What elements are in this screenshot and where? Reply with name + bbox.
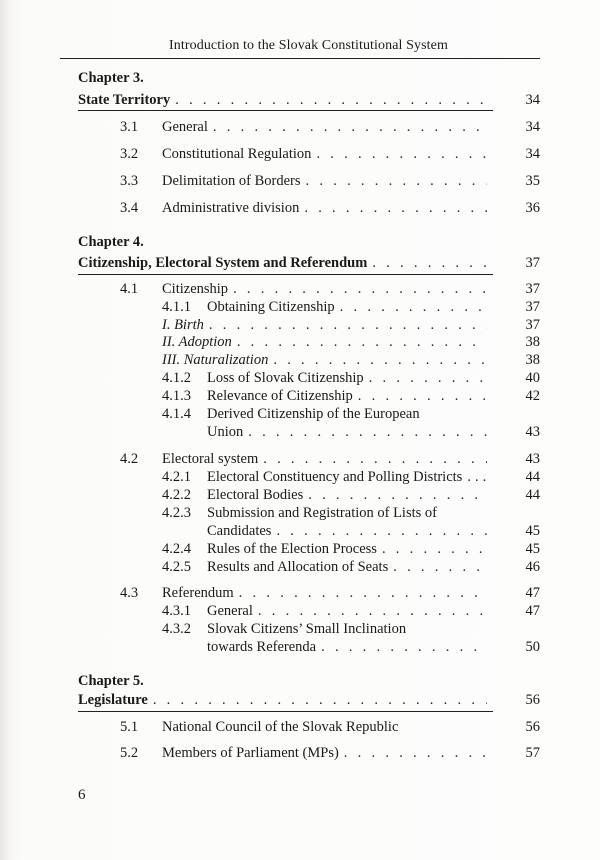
dot-leader xyxy=(239,585,487,602)
entry-title: Loss of Slovak Citizenship xyxy=(207,370,364,386)
entry-title: Delimitation of Borders xyxy=(162,173,301,189)
entry-title: Results and Allocation of Seats xyxy=(207,559,389,575)
entry-title: General xyxy=(207,603,253,619)
page-ref: 43 xyxy=(525,424,540,440)
subsection-number: 4.1.4 xyxy=(162,406,191,422)
dot-leader xyxy=(273,352,487,369)
entry-title[interactable]: Slovak Citizens’ Small Inclination xyxy=(207,621,407,637)
subsection-number: 4.2.3 xyxy=(162,505,191,521)
page-ref: 46 xyxy=(525,559,540,575)
chapter-rule xyxy=(78,274,493,275)
dot-leader xyxy=(316,146,487,163)
dot-leader xyxy=(237,334,487,351)
page-ref: 40 xyxy=(525,370,540,386)
dot-leader xyxy=(344,745,487,762)
header-rule xyxy=(60,58,540,59)
section-number: 3.1 xyxy=(120,119,139,135)
entry-title-continued: Candidates xyxy=(207,523,272,539)
page-number: 6 xyxy=(78,787,86,803)
dot-leader xyxy=(258,603,487,620)
entry-title: I. Birth xyxy=(162,317,204,333)
page-ref: 43 xyxy=(525,451,540,467)
page-ref: 45 xyxy=(525,541,540,557)
toc-entry[interactable] xyxy=(207,559,493,576)
page-ref: 36 xyxy=(525,200,540,216)
dot-leader xyxy=(263,451,487,468)
page-ref: 56 xyxy=(525,692,540,708)
toc-entry[interactable] xyxy=(207,639,493,656)
page-ref: 42 xyxy=(525,388,540,404)
toc-entry[interactable] xyxy=(207,424,493,441)
toc-entry[interactable] xyxy=(207,469,493,486)
page-ref: 37 xyxy=(525,255,540,271)
section-number: 4.3 xyxy=(120,585,139,601)
dot-leader xyxy=(175,92,487,109)
entry-title: Referendum xyxy=(162,585,234,601)
page-ref: 34 xyxy=(525,92,540,108)
section-number: 5.1 xyxy=(120,719,139,735)
toc-entry[interactable] xyxy=(162,585,493,602)
entry-title: Citizenship xyxy=(162,281,229,297)
page-ref: 38 xyxy=(525,352,540,368)
entry-title: National Council of the Slovak Republic xyxy=(162,719,399,735)
chapter-5-label: Chapter 5. xyxy=(78,673,144,689)
dot-leader xyxy=(393,559,487,576)
chapter-4-label: Chapter 4. xyxy=(78,234,144,250)
entry-title: Electoral Constituency and Polling Districts xyxy=(207,469,463,485)
entry-title[interactable]: Derived Citizenship of the European xyxy=(207,406,420,422)
dot-leader xyxy=(467,469,487,486)
entry-title: Members of Parliament (MPs) xyxy=(162,745,339,761)
page-ref: 34 xyxy=(525,146,540,162)
toc-entry[interactable] xyxy=(207,541,493,558)
entry-title: Relevance of Citizenship xyxy=(207,388,353,404)
toc-entry[interactable] xyxy=(162,146,493,163)
entry-title: Administrative division xyxy=(162,200,300,216)
subsection-number: 4.1.3 xyxy=(162,388,191,404)
entry-title: Obtaining Citizenship xyxy=(207,299,335,315)
chapter-title: Citizenship, Electoral System and Referendum xyxy=(78,255,368,271)
page-ref: 57 xyxy=(525,745,540,761)
toc-entry[interactable] xyxy=(162,200,493,217)
chapter-3-title-line[interactable] xyxy=(78,92,493,109)
section-number: 3.4 xyxy=(120,200,139,216)
section-number: 3.2 xyxy=(120,146,139,162)
subsection-number: 4.1.1 xyxy=(162,299,191,315)
page-ref: 47 xyxy=(525,585,540,601)
toc-entry[interactable] xyxy=(207,388,493,405)
entry-title: Electoral Bodies xyxy=(207,487,304,503)
toc-entry[interactable] xyxy=(162,281,493,298)
toc-entry[interactable] xyxy=(162,119,493,136)
dot-leader xyxy=(153,692,487,709)
subsection-number: 4.2.1 xyxy=(162,469,191,485)
chapter-5-title-line[interactable] xyxy=(78,692,493,709)
section-number: 4.2 xyxy=(120,451,139,467)
toc-entry[interactable] xyxy=(207,523,493,540)
toc-entry[interactable] xyxy=(162,451,493,468)
page-ref: 44 xyxy=(525,487,540,503)
chapter-4-title-line[interactable] xyxy=(78,255,493,272)
section-number: 5.2 xyxy=(120,745,139,761)
entry-title: III. Naturalization xyxy=(162,352,269,368)
section-number: 4.1 xyxy=(120,281,139,297)
page-ref: 50 xyxy=(525,639,540,655)
page-ref: 35 xyxy=(525,173,540,189)
section-number: 3.3 xyxy=(120,173,139,189)
dot-leader xyxy=(248,424,487,441)
dot-leader xyxy=(358,388,487,405)
dot-leader xyxy=(308,487,487,504)
entry-title[interactable]: Submission and Registration of Lists of xyxy=(207,505,437,521)
subsection-number: 4.3.1 xyxy=(162,603,191,619)
entry-title-continued: Union xyxy=(207,424,244,440)
toc-entry[interactable] xyxy=(162,352,493,369)
toc-entry[interactable] xyxy=(162,334,493,351)
entry-title: Constitutional Regulation xyxy=(162,146,312,162)
page-ref: 37 xyxy=(525,317,540,333)
entry-title: Electoral system xyxy=(162,451,259,467)
page-ref: 37 xyxy=(525,281,540,297)
chapter-title: State Territory xyxy=(78,92,171,108)
toc-entry[interactable] xyxy=(162,173,493,190)
dot-leader xyxy=(209,317,487,334)
dot-leader xyxy=(321,639,487,656)
chapter-title: Legislature xyxy=(78,692,148,708)
toc-entry[interactable] xyxy=(207,370,493,387)
toc-entry[interactable] xyxy=(207,603,493,620)
dot-leader xyxy=(233,281,487,298)
subsection-number: 4.2.4 xyxy=(162,541,191,557)
dot-leader xyxy=(372,255,487,272)
chapter-rule xyxy=(78,110,493,111)
dot-leader xyxy=(306,173,487,190)
dot-leader xyxy=(340,299,487,316)
dot-leader xyxy=(304,200,487,217)
page-ref: 38 xyxy=(525,334,540,350)
page-ref: 34 xyxy=(525,119,540,135)
toc-entry[interactable] xyxy=(207,299,493,316)
subsection-number: 4.2.2 xyxy=(162,487,191,503)
page-ref: 56 xyxy=(525,719,540,735)
toc-entry[interactable] xyxy=(162,745,493,762)
subsection-number: 4.2.5 xyxy=(162,559,191,575)
running-head: Introduction to the Slovak Constitutional System xyxy=(169,38,448,53)
dot-leader xyxy=(276,523,487,540)
page-ref: 47 xyxy=(525,603,540,619)
page-ref: 45 xyxy=(525,523,540,539)
subsection-number: 4.3.2 xyxy=(162,621,191,637)
entry-title: Rules of the Election Process xyxy=(207,541,377,557)
dot-leader xyxy=(369,370,487,387)
dot-leader xyxy=(213,119,487,136)
page-ref: 37 xyxy=(525,299,540,315)
entry-title-continued: towards Referenda xyxy=(207,639,317,655)
toc-entry[interactable] xyxy=(162,719,493,736)
toc-entry[interactable] xyxy=(162,317,493,334)
entry-title: General xyxy=(162,119,208,135)
toc-entry[interactable] xyxy=(207,487,493,504)
page-ref: 44 xyxy=(525,469,540,485)
chapter-3-label: Chapter 3. xyxy=(78,70,144,86)
dot-leader xyxy=(382,541,487,558)
subsection-number: 4.1.2 xyxy=(162,370,191,386)
chapter-rule xyxy=(78,711,493,712)
entry-title: II. Adoption xyxy=(162,334,232,350)
